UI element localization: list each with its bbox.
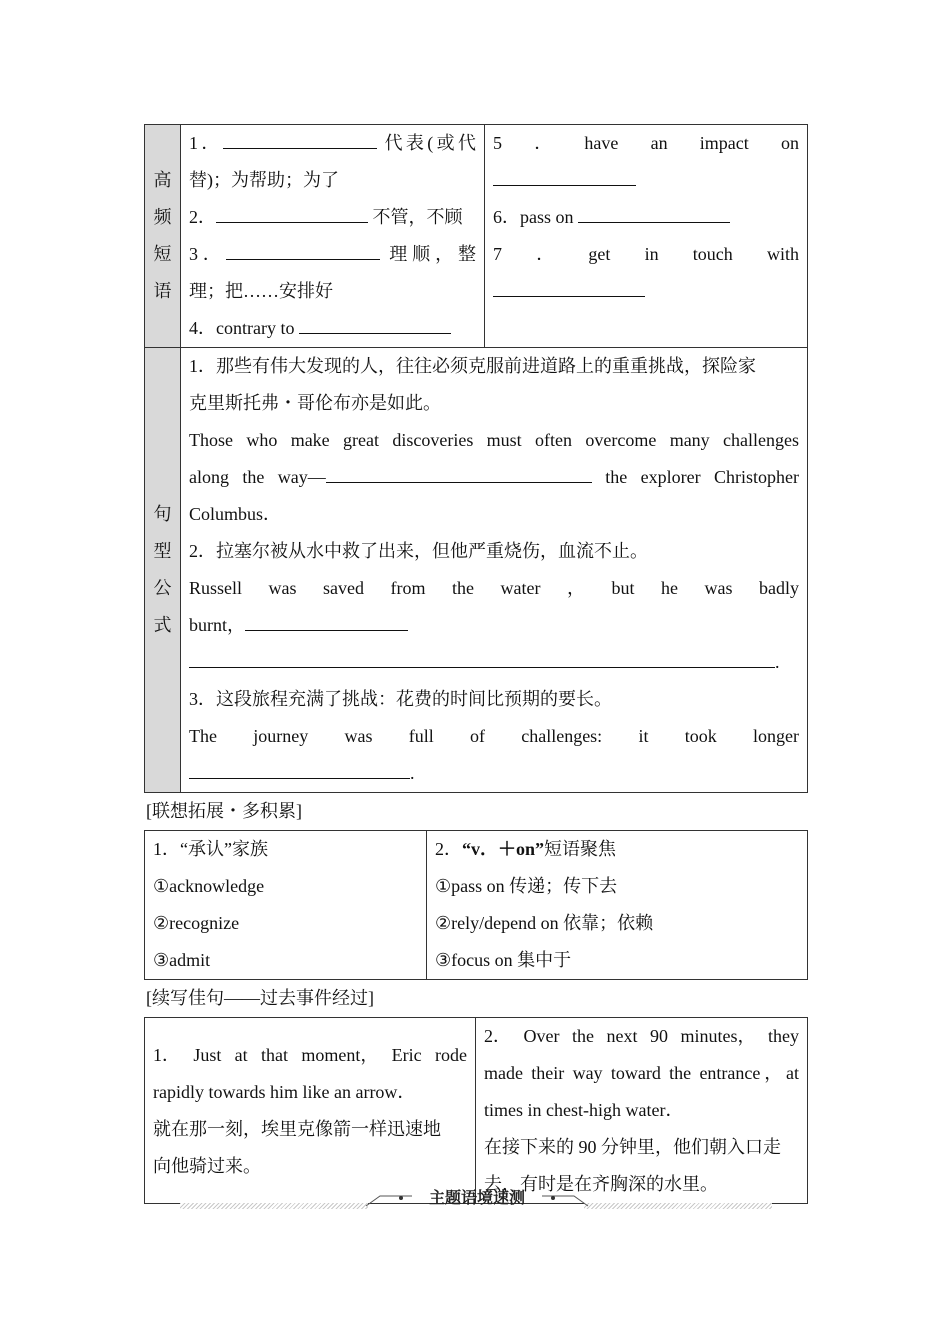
- association-label: [联想拓展・多积累]: [146, 801, 302, 821]
- phrase-3-cont: 理；把……安排好: [189, 281, 333, 301]
- phrase-7: 7 ． get in touch with: [493, 244, 799, 264]
- list-item: ②rely/depend on 依靠；依赖: [435, 913, 654, 933]
- sentence-3-en: The journey was full of challenges: it took longer: [189, 726, 799, 746]
- acknowledge-family-cell: [145, 831, 427, 980]
- good-sentence-2-en-end: times in chest-high water．: [484, 1100, 684, 1120]
- sentence-2-cn: 2．拉塞尔被从水中救了出来，但他严重烧伤，血流不止。: [189, 541, 648, 561]
- answer-blank[interactable]: [493, 274, 645, 297]
- answer-blank[interactable]: [326, 460, 592, 483]
- list-item: ②recognize: [153, 913, 240, 933]
- banner-title: 主题语境速测: [428, 1188, 525, 1207]
- sentence-patterns-label: 句 型 公 式: [145, 348, 181, 793]
- good-sentence-2-cell: [476, 1018, 808, 1204]
- phrases-left-cell: [181, 125, 485, 348]
- good-sentence-2-en-cont: made their way toward the entrance，at: [484, 1063, 799, 1083]
- answer-blank[interactable]: [245, 608, 408, 631]
- section-banner: [180, 1186, 772, 1212]
- phrase-3: 3． 理顺，整: [189, 236, 476, 273]
- sentence-patterns-cell: [181, 348, 808, 793]
- phrase-7-blank: [493, 273, 799, 310]
- sentence-3-cn: 3．这段旅程充满了挑战：花费的时间比预期的要长。: [189, 689, 612, 709]
- continuation-writing-label: [续写佳句——过去事件经过]: [146, 988, 374, 1008]
- answer-blank[interactable]: [189, 645, 775, 668]
- good-sentence-1-cn: 就在那一刻，埃里克像箭一样迅速地: [153, 1118, 441, 1139]
- list-item: ③admit: [153, 950, 211, 970]
- high-frequency-phrases-label: 高 频 短 语: [145, 125, 181, 348]
- good-sentence-1-cn-cont: 向他骑过来。: [153, 1155, 261, 1176]
- sentence-1-en-end: Columbus．: [189, 504, 282, 524]
- sentence-1-cn-cont: 克里斯托弗・哥伦布亦是如此。: [189, 393, 441, 413]
- sentence-2-long-blank: .: [189, 644, 799, 681]
- phrases-right-cell: [485, 125, 808, 348]
- association-table: [144, 830, 808, 980]
- sentence-patterns-row: [145, 348, 808, 793]
- phrase-5-blank: [493, 162, 799, 199]
- good-sentence-1-en-cont: rapidly towards him like an arrow．: [153, 1081, 416, 1102]
- list-item: ①pass on 传递；传下去: [435, 876, 618, 896]
- phrase-4: 4．contrary to: [189, 310, 476, 347]
- v-on-phrases-title: 2．“v．＋on”短语聚焦: [435, 839, 617, 859]
- phrase-2: 2． 不管，不顾: [189, 199, 476, 236]
- worksheet-page: [144, 124, 807, 1204]
- good-sentence-1-cell: [145, 1018, 476, 1204]
- answer-blank[interactable]: [493, 163, 636, 186]
- good-sentences-table: [144, 1017, 808, 1204]
- sentence-2-en-cont: burnt，: [189, 607, 799, 644]
- answer-blank[interactable]: [299, 311, 451, 334]
- good-sentence-2-en: 2． Over the next 90 minutes， they: [484, 1026, 799, 1046]
- v-on-phrases-cell: [427, 831, 808, 980]
- answer-blank[interactable]: [216, 200, 368, 223]
- phrase-1: 1． 代表(或代: [189, 125, 476, 162]
- answer-blank[interactable]: [189, 756, 410, 779]
- list-item: ③focus on 集中于: [435, 950, 572, 970]
- acknowledge-family-title: 1．“承认”家族: [153, 839, 268, 859]
- good-sentence-2-cn: 在接下来的 90 分钟里，他们朝入口走: [484, 1137, 781, 1157]
- phrase-1-cont: 替)；为帮助；为了: [189, 170, 339, 190]
- answer-blank[interactable]: [578, 200, 730, 223]
- sentence-2-en: Russell was saved from the water ， but he was badly: [189, 578, 799, 598]
- sentence-1-cn: 1．那些有伟大发现的人，往往必须克服前进道路上的重重挑战，探险家: [189, 356, 756, 376]
- good-sentence-2-cn-cont: 去，有时是在齐胸深的水里。: [484, 1174, 718, 1194]
- sentence-1-en: Those who make great discoveries must often overcome many challenges: [189, 430, 799, 450]
- sentence-3-blank: .: [189, 755, 799, 792]
- answer-blank[interactable]: [226, 237, 380, 260]
- high-frequency-phrases-row: [145, 125, 808, 348]
- phrases-sentences-table: [144, 124, 808, 793]
- list-item: ①acknowledge: [153, 876, 265, 896]
- phrase-5: 5 ． have an impact on: [493, 133, 799, 153]
- banner-dot-left: [399, 1196, 403, 1200]
- sentence-1-en-cont: along the way— the explorer Christopher: [189, 459, 799, 496]
- banner-dot-right: [551, 1196, 555, 1200]
- answer-blank[interactable]: [223, 126, 377, 149]
- good-sentence-1-en: 1． Just at that moment， Eric rode: [153, 1044, 467, 1065]
- phrase-6: 6．pass on: [493, 199, 799, 236]
